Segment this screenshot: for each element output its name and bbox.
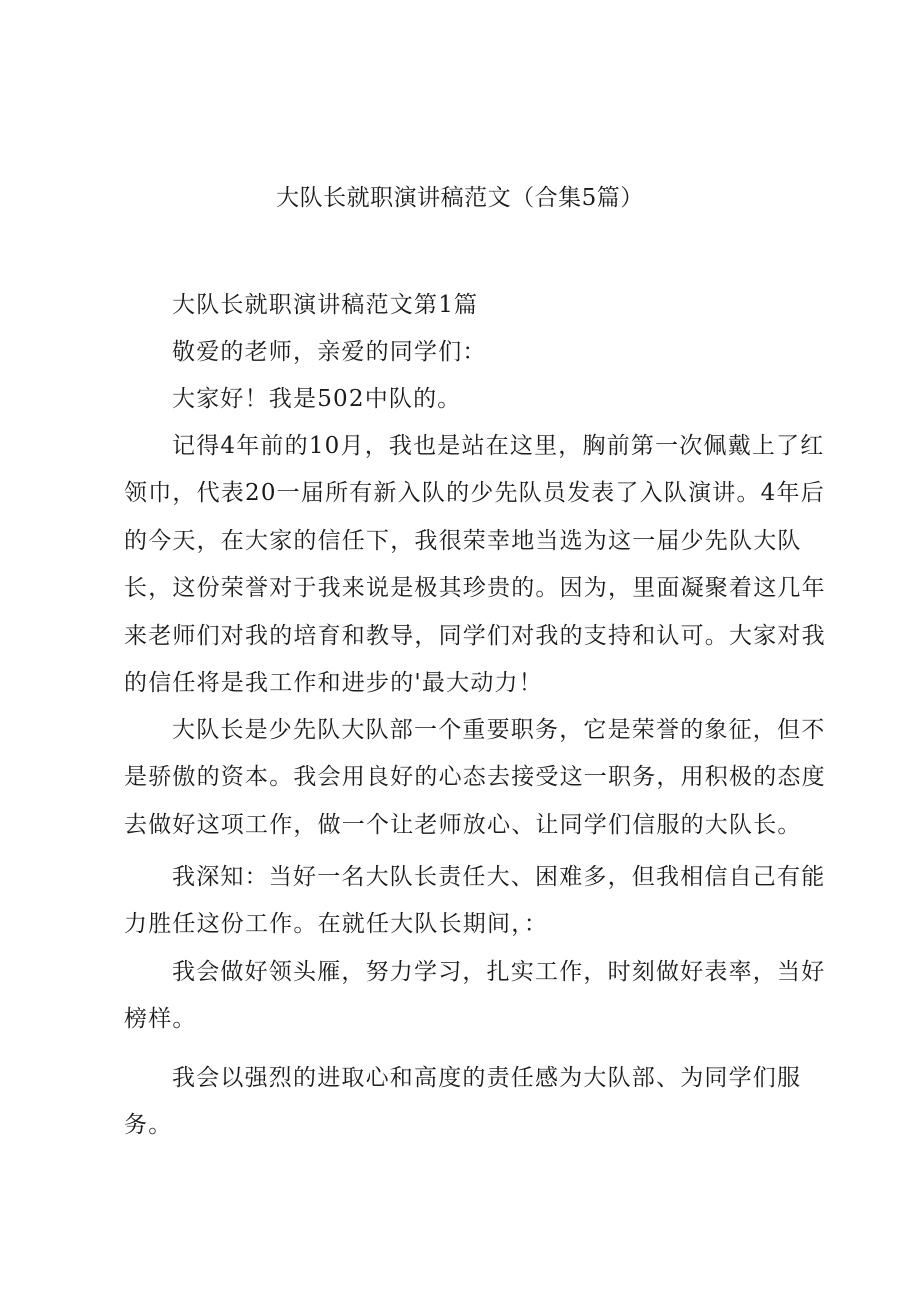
text-line: 大家好！我是502中队的。 bbox=[172, 386, 462, 412]
text-line: 务。 bbox=[124, 1112, 173, 1139]
body-paragraph-role bbox=[124, 707, 826, 849]
body-paragraph-service bbox=[124, 1055, 814, 1150]
body-paragraph-commitment bbox=[124, 854, 826, 949]
body-paragraph-memory bbox=[124, 423, 826, 707]
text-line: 的信任将是我工作和进步的'最大动力！ bbox=[124, 670, 543, 697]
document-title: 大队长就职演讲稿范文（合集5篇） bbox=[276, 185, 644, 211]
text-line: 去做好这项工作，做一个让老师放心、让同学们信服的大队长。 bbox=[124, 811, 802, 838]
text-line: 长，这份荣誉对于我来说是极其珍贵的。因为，里面凝聚着这几年 bbox=[124, 575, 826, 602]
text-line: 领巾，代表20一届所有新入队的少先队员发表了入队演讲。4年后 bbox=[124, 480, 825, 507]
text-line: 是骄傲的资本。我会用良好的心态去接受这一职务，用积极的态度 bbox=[124, 764, 826, 791]
section-heading bbox=[124, 282, 814, 329]
text-line: 大队长是少先队大队部一个重要职务，它是荣誉的象征，但不 bbox=[172, 717, 826, 743]
text-line: 我会做好领头雁，努力学习，扎实工作，时刻做好表率，当好 bbox=[172, 959, 826, 985]
text-line: 敬爱的老师，亲爱的同学们： bbox=[172, 339, 487, 365]
salutation-paragraph bbox=[124, 329, 814, 376]
text-line: 榜样。 bbox=[124, 1006, 197, 1033]
text-line: 的今天，在大家的信任下，我很荣幸地当选为这一届少先队大队 bbox=[124, 527, 802, 554]
text-line: 记得4年前的10月，我也是站在这里，胸前第一次佩戴上了红 bbox=[172, 433, 825, 459]
text-line: 我会以强烈的进取心和高度的责任感为大队部、为同学们服 bbox=[172, 1065, 802, 1091]
body-paragraph-leader bbox=[124, 949, 826, 1044]
greeting-paragraph bbox=[124, 376, 814, 423]
text-line: 大队长就职演讲稿范文第1篇 bbox=[172, 292, 479, 318]
text-line: 来老师们对我的培育和教导，同学们对我的支持和认可。大家对我 bbox=[124, 622, 826, 649]
text-line: 力胜任这份工作。在就任大队长期间，： bbox=[124, 911, 549, 938]
text-line: 我深知：当好一名大队长责任大、困难多，但我相信自己有能 bbox=[172, 864, 826, 890]
